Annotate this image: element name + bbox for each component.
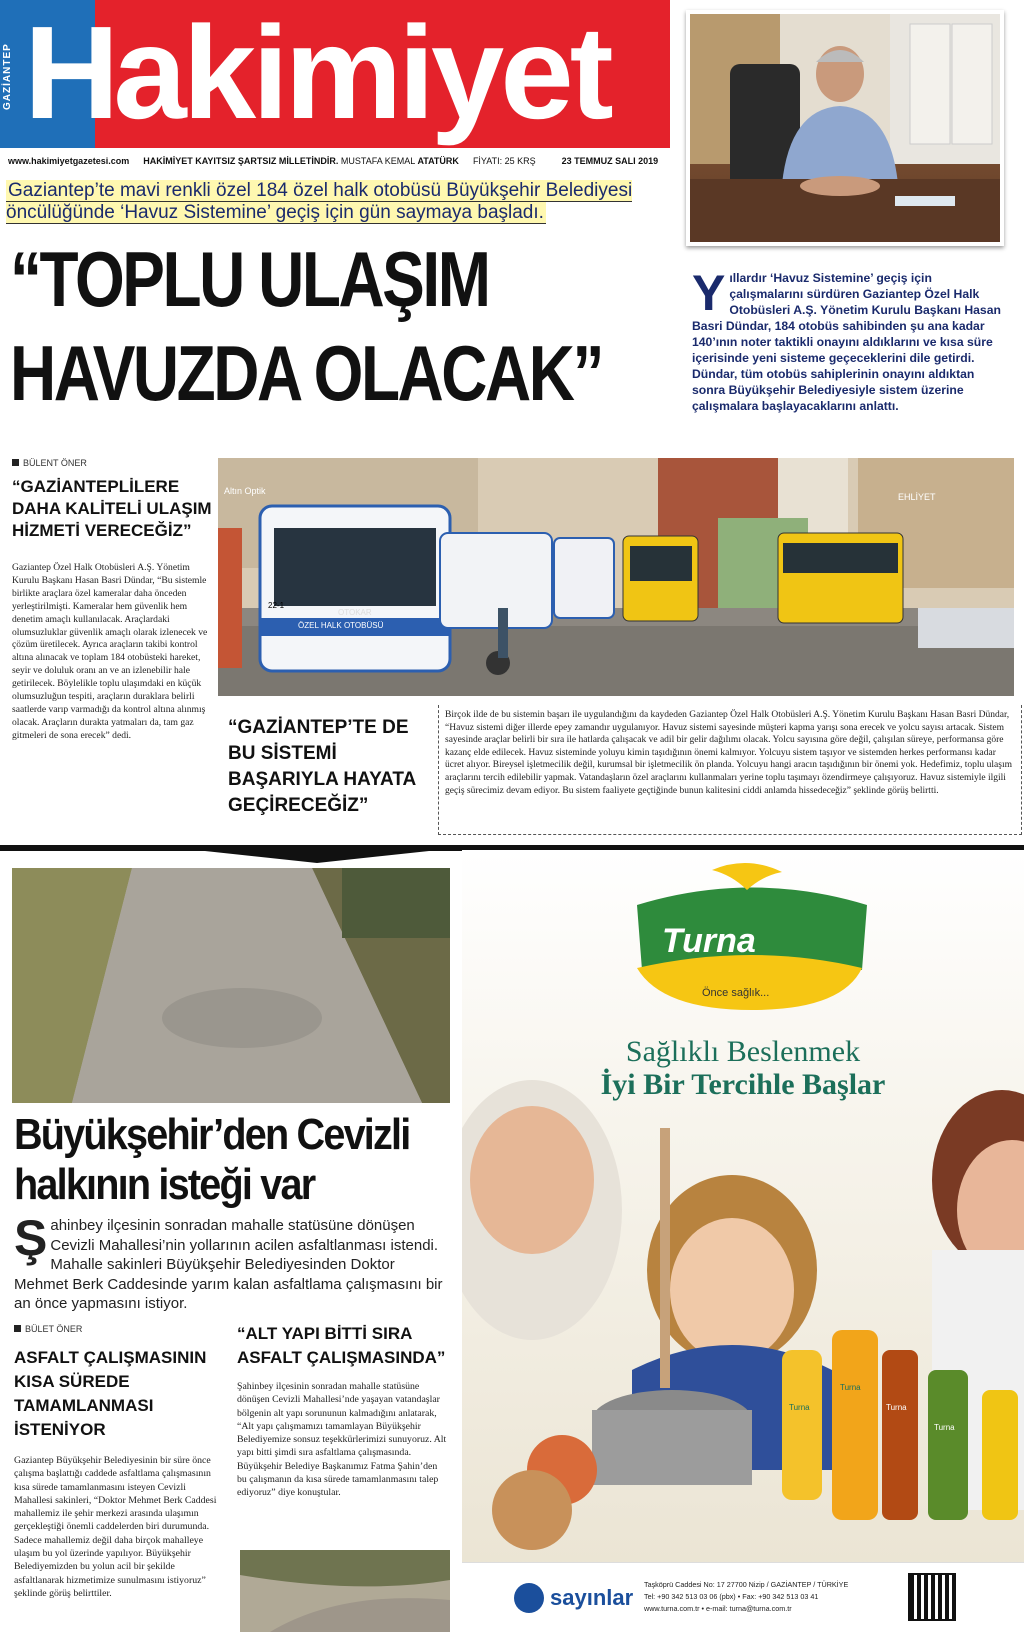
headline-line-1: “TOPLU ULAŞIM xyxy=(10,235,489,323)
turna-advertisement[interactable] xyxy=(462,850,1024,1638)
second-lead-text: ahinbey ilçesinin sonradan mahalle statüsüne dönüşen Cevizli Mahallesi’nin yollarının acilen asfaltlanması istendi. Mahalle sakinleri Büyükşehir Belediyesinden Doktor Mehmet Berk Caddesinde yarım kalan asfaltlama çalışmasını bir an önce yapmasını istiyor. xyxy=(14,1217,443,1312)
road-detail-image xyxy=(240,1550,450,1632)
bus-photo[interactable] xyxy=(218,458,1014,696)
turna-bird-icon xyxy=(712,863,782,890)
website-link[interactable]: www.hakimiyetgazetesi.com xyxy=(8,156,130,166)
ad-phone: Tel: +90 342 513 03 06 (pbx) • Fax: +90 342 513 03 41 xyxy=(644,1592,819,1601)
second-headline-line-1: Büyükşehir’den Cevizli xyxy=(14,1110,410,1159)
ad-tagline: Önce sağlık... xyxy=(702,987,770,999)
masthead-info-bar xyxy=(0,150,670,172)
road-photo[interactable] xyxy=(12,868,450,1103)
main-story-lead xyxy=(692,265,1004,414)
sub-heading-quote-2: “GAZİANTEP’TE DE BU SİSTEMİ BAŞARIYLA HAYATA GEÇİRECEĞİZ” xyxy=(228,717,416,816)
bottle-label-2: Turna xyxy=(840,1383,861,1392)
shop-sign-2: EHLİYET xyxy=(898,492,936,502)
second-headline-line-2: halkının isteği var xyxy=(14,1160,315,1209)
ad-slogan-1: Sağlıklı Beslenmek xyxy=(625,1035,861,1068)
bottle-label-4: Turna xyxy=(934,1423,955,1432)
bottle-label-3: Turna xyxy=(886,1403,907,1412)
ad-footer xyxy=(462,1562,1024,1638)
headline-line-2: HAVUZDA OLACAK” xyxy=(10,329,602,417)
bus-brand-text: OTOKAR xyxy=(338,608,372,617)
sub-heading-4: “ALT YAPI BİTTİ SIRA ASFALT ÇALIŞMASINDA” xyxy=(237,1324,446,1367)
bottle-label-1: Turna xyxy=(789,1403,810,1412)
bus-route-text: 22-1 xyxy=(268,601,285,610)
ad-company: sayınlar xyxy=(550,1585,634,1610)
article-body-3: Gaziantep Büyükşehir Belediyesinin bir süre önce çalışma başlattığı caddede asfaltlama çalışmasının kısa sürede tamamlanmasını isteyen Cevizli Mahallesi sakinleri, “Doktor Mehmet Berk Caddesi mahallemiz ile şehir merkezi arasında ulaşımın gerçekleştiği önemli caddelerden biri durumunda. Sadece mahallemiz değil daha birçok mahalleye ulaşım bu yol üzerinde yapılıyor. Büyükşehir Belediyemizden bu yolun acil bir şekilde asfaltlanarak hizmetimize sunulmasını istiyoruz” şeklinde görüş belirttiler. xyxy=(14,1455,217,1599)
masthead-logo[interactable] xyxy=(14,0,610,146)
main-story-subtitle xyxy=(6,180,670,224)
unpaved-road-image xyxy=(12,868,450,1103)
motto-author-pre: MUSTAFA KEMAL xyxy=(340,156,416,166)
article-body-4: Şahinbey ilçesinin sonradan mahalle statüsüne dönüşen Cevizli Mahallesi’nde yaşayan vatandaşlar bölgenin alt yapı sorununun kalmadığını anlatarak, “Alt yapı çalışmamızı tamamlayan Büyükşehir Belediyemize sonsuz teşekkürlerimizi sunuyoruz. Alt yapı bitti şimdi sıra asfaltlama çalışmasında. Büyükşehir Belediye Başkanımız Fatma Şahin’den bu çalışmanın da kısa sürede tamamlanmasını talep ediyoruz” diye konuştular. xyxy=(237,1381,447,1499)
second-story-lead xyxy=(14,1210,450,1314)
byline: BÜLENT ÖNER xyxy=(12,458,87,468)
shop-sign-1: Altın Optik xyxy=(224,486,266,496)
issue-date: 23 TEMMUZ SALI 2019 xyxy=(561,156,659,166)
man-at-desk-image xyxy=(690,14,1000,242)
main-story-headline[interactable] xyxy=(10,232,602,420)
ad-slogan-2: İyi Bir Tercihle Başlar xyxy=(600,1068,886,1101)
ad-contact xyxy=(644,1579,854,1615)
masthead-logo-initial: H xyxy=(24,0,114,146)
masthead-logo-rest: akimiyet xyxy=(113,0,610,146)
masthead-city-label: GAZİANTEP xyxy=(2,43,13,111)
second-story-headline[interactable] xyxy=(14,1110,410,1210)
article-body-2: Birçok ilde de bu sistemin başarı ile uygulandığını da kaydeden Gaziantep Özel Halk Otobüsleri A.Ş. Yönetim Kurulu Başkanı Hasan Basri Dündar, “Havuz sistemi diğer illerde epey zamandır uygulanıyor. Havuz sistemi sayesinde müşteri kapma yarışı sona erecek ve yolcu sayısı artacak. Sistem sayesinde araçlar belirli bir sıra ile hatlarda çalışacak ve adil bir gelir dağılımı olacak. Yolcu sayısına göre değil, çalışılan süreye, performansa göre kazanç elde edilecek. Havuz sisteminde yoluyu kimin taşıdığının önemi kalmıyor. Yolcuyu sistem taşıyor ve sistemden herkes performansı kadar ücret alıyor. Bireysel işletmecilik değil, kurumsal bir işletmecilik ön planda. Yolcuyu hangi aracın taşıdığının bir önemi yok. Hedefimiz, toplu ulaşım araçlarını tercih edilebilir yapmak. Vatandaşların özel araçlarını kullanmaları yerine toplu taşımayı özendirmeye çalışıyoruz. Havuz sistemiyle ilgili geçiş sürecimiz devam ediyor. Bu sistem faaliyete geçtiğinde bunun kalitesini ciddi anlamda hissedeceğiz” şeklinde görüş belirtti. xyxy=(438,705,1022,835)
lead-drop-cap: Y xyxy=(692,265,726,321)
ad-brand: Turna xyxy=(662,922,756,960)
motto-text: HAKİMİYET KAYITSIZ ŞARTSIZ MİLLETİNDİR. xyxy=(143,156,339,166)
interview-photo[interactable] xyxy=(686,10,1004,246)
motto-author: ATATÜRK xyxy=(417,156,459,166)
bus-sign-text: ÖZEL HALK OTOBÜSÜ xyxy=(298,621,384,630)
qr-code-icon[interactable] xyxy=(910,1575,954,1619)
main-story-subtitle-text: Gaziantep’te mavi renkli özel 184 özel halk otobüsü Büyükşehir Belediyesi öncülüğünde ‘Havuz Sistemine’ geçiş için gün saymaya başladı. xyxy=(6,180,633,223)
road-photo-2[interactable] xyxy=(240,1550,450,1632)
motto xyxy=(143,156,459,166)
lead-text: ıllardır ‘Havuz Sistemine’ geçiş için çalışmalarını sürdüren Gaziantep Özel Halk Otobüsleri A.Ş. Yönetim Kurulu Başkanı Hasan Basri Dündar, 184 otobüs sahibinden şu ana kadar 140’ının noter taktikli onayını aldıklarını ve kısa süre içerisinde yeni sisteme geçeceklerini dile getirdi. Dündar, tüm otobüs sahiplerinin onayını aldıktan sonra Büyükşehir Belediyesiyle sistem üzerine çalışmalara başlayacaklarını anlattı. xyxy=(692,271,1001,413)
section-divider-arrow xyxy=(205,851,429,863)
ad-artwork xyxy=(462,850,1024,1562)
ad-address: Taşköprü Caddesi No: 17 27700 Nizip / GAZİANTEP / TÜRKİYE xyxy=(644,1580,849,1589)
second-lead-drop-cap: Ş xyxy=(14,1210,48,1266)
city-buses-image xyxy=(218,458,1014,696)
sub-heading-quote-1: “GAZİANTEPLİLERE DAHA KALİTELİ ULAŞIM HİZMETİ VERECEĞİZ” xyxy=(12,477,212,540)
byline-2: BÜLET ÖNER xyxy=(14,1324,82,1334)
price: FİYATI: 25 KRŞ xyxy=(472,156,536,166)
sayinlar-logo-icon xyxy=(514,1583,544,1613)
article-body-1: Gaziantep Özel Halk Otobüsleri A.Ş. Yönetim Kurulu Başkanı Hasan Basri Dündar, “Bu sistemle birlikte araçlara özel kameralar daha önceden yerleştirilmişti. Kameralar hem güvenlik hem denetim amaçlı kullanılacak. Araçlardaki olumsuzluklar güvenlik amaçlı olarak izlenecek ve çözüm üretilecek. Ayrıca araçların takibi kontrol altına alınacak ve toplam 184 otobüsteki hareket, seyir ve doluluk oranı an ve an izlenebilir hale getirilecek. Böylelikle toplu ulaşımdaki en küçük olumsuzluğun tespiti, araçların duraklara belirli saatlerde varıp varmadığı da kontrol altına alınmış olacak. Araçların durakta yatmaları da, tam gaz gitmeleri de sona erecek” dedi. xyxy=(12,562,208,741)
ad-web[interactable]: www.turna.com.tr • e-mail: turna@turna.com.tr xyxy=(644,1604,792,1613)
sub-heading-3: ASFALT ÇALIŞMASININ KISA SÜREDE TAMAMLANMASI İSTENİYOR xyxy=(14,1348,207,1439)
